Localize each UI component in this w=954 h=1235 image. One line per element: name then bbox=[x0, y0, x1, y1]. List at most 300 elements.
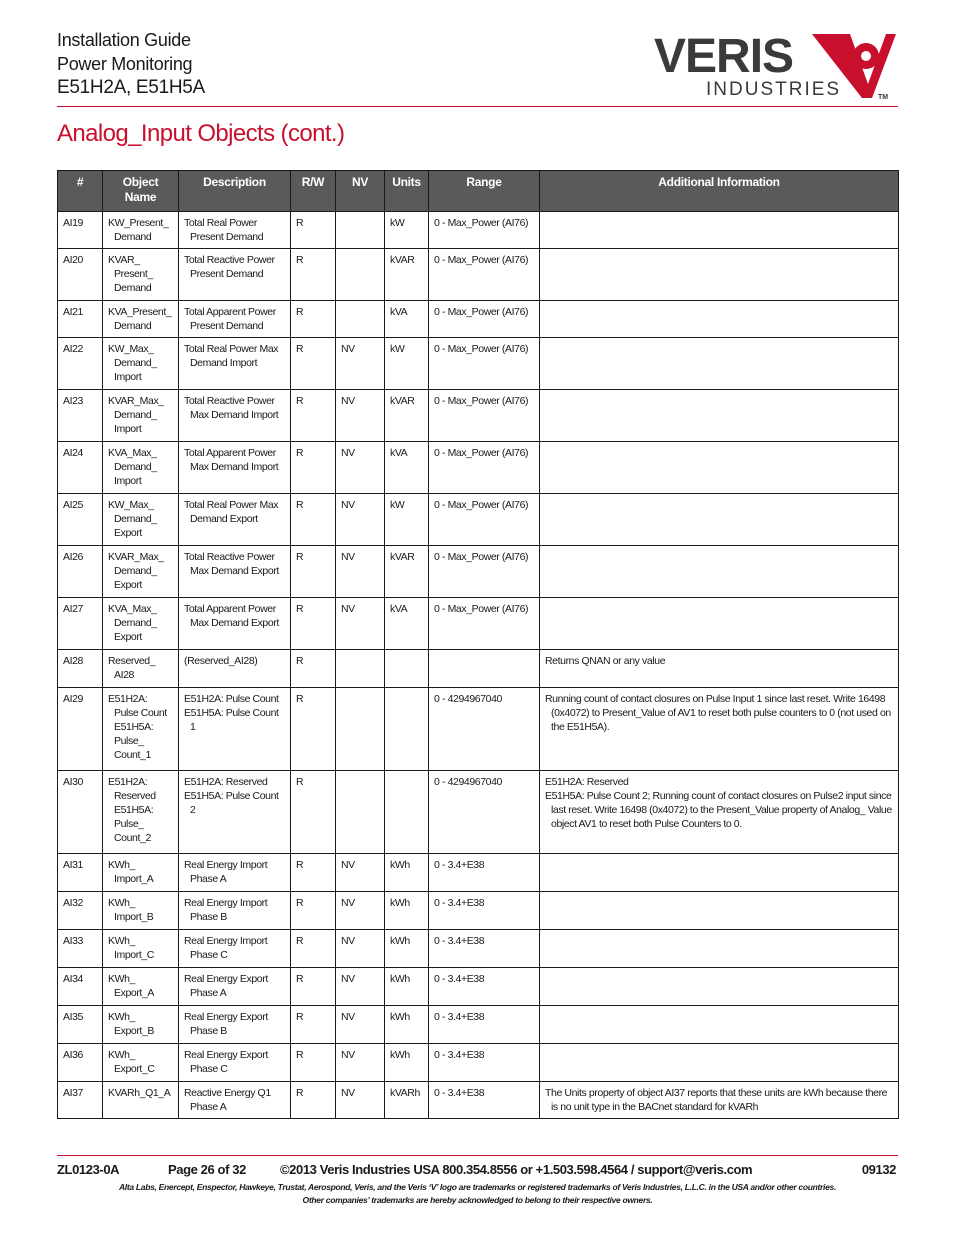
cell-number bbox=[58, 442, 103, 494]
table-header-row bbox=[58, 171, 899, 212]
cell-range-text: 0 - 3.4+E38 bbox=[434, 859, 485, 871]
cell-number bbox=[58, 598, 103, 650]
cell-rw bbox=[291, 546, 336, 598]
cell-number-text: AI31 bbox=[63, 859, 83, 871]
cell-number bbox=[58, 650, 103, 688]
cell-description-line: Total Real Power Max Demand Import bbox=[184, 343, 279, 369]
cell-nv-text: NV bbox=[341, 897, 355, 909]
cell-rw-text: R bbox=[296, 897, 304, 909]
cell-units bbox=[385, 771, 429, 854]
cell-nv-text: NV bbox=[341, 935, 355, 947]
cell-rw bbox=[291, 771, 336, 854]
cell-range bbox=[429, 390, 540, 442]
cell-number-text: AI37 bbox=[63, 1087, 83, 1099]
cell-range bbox=[429, 930, 540, 968]
cell-number-text: AI25 bbox=[63, 499, 83, 511]
cell-object-name-text: KVAR_Max_ Demand_ Import bbox=[108, 395, 164, 435]
cell-nv-text: NV bbox=[341, 603, 355, 615]
cell-units-text: kVAR bbox=[390, 395, 415, 407]
cell-description bbox=[179, 1082, 291, 1119]
cell-nv-text: NV bbox=[341, 343, 355, 355]
cell-rw bbox=[291, 442, 336, 494]
cell-rw-text: R bbox=[296, 306, 304, 318]
cell-nv bbox=[336, 1044, 385, 1082]
cell-object-name-text: KVA_Max_ Demand_ Export bbox=[108, 603, 157, 643]
cell-units bbox=[385, 1006, 429, 1044]
cell-units bbox=[385, 598, 429, 650]
cell-nv-text: NV bbox=[341, 447, 355, 459]
cell-number bbox=[58, 338, 103, 390]
cell-rw bbox=[291, 494, 336, 546]
cell-rw-text: R bbox=[296, 859, 304, 871]
cell-units-text: kVAR bbox=[390, 254, 415, 266]
cell-object-name bbox=[103, 598, 179, 650]
cell-description-line: Total Apparent Power Present Demand bbox=[184, 306, 276, 332]
cell-additional-info bbox=[540, 598, 899, 650]
cell-number-text: AI28 bbox=[63, 655, 83, 667]
cell-rw bbox=[291, 1044, 336, 1082]
cell-additional-info bbox=[540, 390, 899, 442]
cell-rw-text: R bbox=[296, 447, 304, 459]
cell-range-text: 0 - Max_Power (AI76) bbox=[434, 551, 529, 563]
veris-logo bbox=[650, 26, 898, 102]
cell-nv-text: NV bbox=[341, 1087, 355, 1099]
footer-divider bbox=[57, 1155, 898, 1156]
cell-number-text: AI33 bbox=[63, 935, 83, 947]
column-header-range: Range bbox=[429, 171, 540, 212]
cell-additional-info bbox=[540, 494, 899, 546]
cell-additional-info bbox=[540, 1082, 899, 1119]
page-number: Page 26 of 32 bbox=[168, 1162, 246, 1177]
cell-description-line: Total Reactive Power Max Demand Import bbox=[184, 395, 279, 421]
cell-description bbox=[179, 390, 291, 442]
cell-object-name-text: KVARh_Q1_A bbox=[108, 1087, 171, 1099]
cell-description-line: E51H5A: Pulse Count 1 bbox=[184, 707, 279, 733]
cell-object-name bbox=[103, 968, 179, 1006]
cell-range bbox=[429, 854, 540, 892]
cell-number bbox=[58, 1006, 103, 1044]
table-row bbox=[58, 442, 899, 494]
cell-additional-info bbox=[540, 930, 899, 968]
cell-units-text: kVAR bbox=[390, 551, 415, 563]
cell-rw-text: R bbox=[296, 395, 304, 407]
guide-title: Installation Guide bbox=[57, 30, 191, 50]
cell-object-name bbox=[103, 854, 179, 892]
cell-number-text: AI20 bbox=[63, 254, 83, 266]
cell-additional-info bbox=[540, 338, 899, 390]
copyright-contact: ©2013 Veris Industries USA 800.354.8556 or +1.503.598.4564 / support@veris.com bbox=[280, 1162, 753, 1177]
cell-rw-text: R bbox=[296, 551, 304, 563]
cell-object-name-text: KWh_ Import_C bbox=[108, 935, 154, 961]
cell-units bbox=[385, 390, 429, 442]
cell-nv bbox=[336, 688, 385, 771]
cell-description bbox=[179, 968, 291, 1006]
cell-nv bbox=[336, 968, 385, 1006]
cell-description bbox=[179, 650, 291, 688]
cell-description bbox=[179, 494, 291, 546]
cell-nv bbox=[336, 1082, 385, 1119]
cell-nv-text: NV bbox=[341, 1049, 355, 1061]
cell-range-text: 0 - 3.4+E38 bbox=[434, 1049, 485, 1061]
table-row bbox=[58, 1006, 899, 1044]
cell-rw-text: R bbox=[296, 603, 304, 615]
cell-units-text: kVARh bbox=[390, 1087, 420, 1099]
column-header-additional-info: Additional Information bbox=[540, 171, 899, 212]
cell-rw-text: R bbox=[296, 776, 304, 788]
cell-number bbox=[58, 301, 103, 338]
cell-range bbox=[429, 301, 540, 338]
cell-number bbox=[58, 212, 103, 249]
cell-number-text: AI30 bbox=[63, 776, 83, 788]
cell-range bbox=[429, 249, 540, 301]
cell-units-text: kVA bbox=[390, 306, 408, 318]
cell-additional-info-line: E51H2A: Reserved bbox=[545, 776, 629, 788]
cell-number bbox=[58, 854, 103, 892]
analog-input-objects-table bbox=[57, 170, 899, 1119]
table-row bbox=[58, 771, 899, 854]
cell-rw-text: R bbox=[296, 343, 304, 355]
cell-description bbox=[179, 930, 291, 968]
cell-nv-text: NV bbox=[341, 551, 355, 563]
cell-additional-info-line: The Units property of object AI37 reports that these units are kWh because there is no unit type in the BACnet standard for kVARh bbox=[545, 1087, 888, 1113]
cell-object-name-text: KVAR_Max_ Demand_ Export bbox=[108, 551, 164, 591]
cell-description-line: Total Apparent Power Max Demand Import bbox=[184, 447, 279, 473]
cell-object-name bbox=[103, 1044, 179, 1082]
cell-description bbox=[179, 1044, 291, 1082]
cell-nv bbox=[336, 301, 385, 338]
cell-additional-info bbox=[540, 771, 899, 854]
cell-number-text: AI22 bbox=[63, 343, 83, 355]
cell-units bbox=[385, 546, 429, 598]
cell-rw-text: R bbox=[296, 973, 304, 985]
footer bbox=[57, 1162, 896, 1182]
table-row bbox=[58, 688, 899, 771]
cell-additional-info bbox=[540, 212, 899, 249]
cell-rw-text: R bbox=[296, 693, 304, 705]
cell-description-line: Real Energy Export Phase C bbox=[184, 1049, 268, 1075]
cell-units-text: kWh bbox=[390, 973, 410, 985]
cell-additional-info bbox=[540, 688, 899, 771]
cell-additional-info bbox=[540, 442, 899, 494]
cell-number-text: AI36 bbox=[63, 1049, 83, 1061]
cell-description-line: Total Real Power Present Demand bbox=[184, 217, 264, 243]
cell-rw-text: R bbox=[296, 1049, 304, 1061]
product-category: Power Monitoring bbox=[57, 54, 193, 74]
cell-object-name-text: KW_Max_ Demand_ Import bbox=[108, 343, 157, 383]
logo-wordmark: VERIS bbox=[654, 30, 794, 83]
cell-range-text: 0 - 4294967040 bbox=[434, 693, 502, 705]
cell-units bbox=[385, 930, 429, 968]
cell-object-name bbox=[103, 1082, 179, 1119]
cell-nv bbox=[336, 390, 385, 442]
cell-object-name-text: KWh_ Import_B bbox=[108, 897, 154, 923]
cell-rw-text: R bbox=[296, 499, 304, 511]
cell-number bbox=[58, 546, 103, 598]
cell-description bbox=[179, 771, 291, 854]
cell-object-name-text: KWh_ Export_A bbox=[108, 973, 154, 999]
cell-range bbox=[429, 598, 540, 650]
cell-range-text: 0 - Max_Power (AI76) bbox=[434, 217, 529, 229]
cell-nv bbox=[336, 650, 385, 688]
cell-units bbox=[385, 650, 429, 688]
cell-units bbox=[385, 1044, 429, 1082]
cell-units-text: kW bbox=[390, 343, 405, 355]
cell-object-name bbox=[103, 892, 179, 930]
cell-description-line: Real Energy Export Phase B bbox=[184, 1011, 268, 1037]
cell-object-name bbox=[103, 249, 179, 301]
table-row bbox=[58, 494, 899, 546]
cell-additional-info-line: Running count of contact closures on Pulse Input 1 since last reset. Write 16498 (0x4072) to Present_Value of AV1 to reset both pulse counters to 0 (not used on the E51H5A). bbox=[545, 693, 891, 733]
cell-object-name-text: KVA_Max_ Demand_ Import bbox=[108, 447, 157, 487]
cell-number-text: AI26 bbox=[63, 551, 83, 563]
table-row bbox=[58, 390, 899, 442]
cell-number bbox=[58, 249, 103, 301]
cell-additional-info bbox=[540, 249, 899, 301]
cell-range bbox=[429, 968, 540, 1006]
column-header-units: Units bbox=[385, 171, 429, 212]
table-row bbox=[58, 1044, 899, 1082]
table-row bbox=[58, 1082, 899, 1119]
cell-units bbox=[385, 249, 429, 301]
cell-nv bbox=[336, 249, 385, 301]
cell-number-text: AI21 bbox=[63, 306, 83, 318]
cell-nv bbox=[336, 930, 385, 968]
cell-rw bbox=[291, 390, 336, 442]
cell-range bbox=[429, 442, 540, 494]
cell-description bbox=[179, 212, 291, 249]
cell-object-name bbox=[103, 494, 179, 546]
cell-additional-info bbox=[540, 546, 899, 598]
table-row bbox=[58, 338, 899, 390]
cell-rw bbox=[291, 892, 336, 930]
cell-units-text: kWh bbox=[390, 1049, 410, 1061]
column-header-description: Description bbox=[179, 171, 291, 212]
cell-rw bbox=[291, 1082, 336, 1119]
cell-range-text: 0 - 4294967040 bbox=[434, 776, 502, 788]
cell-additional-info bbox=[540, 650, 899, 688]
cell-range-text: 0 - 3.4+E38 bbox=[434, 897, 485, 909]
cell-number-text: AI34 bbox=[63, 973, 83, 985]
cell-rw bbox=[291, 598, 336, 650]
cell-additional-info-line: E51H5A: Pulse Count 2; Running count of contact closures on Pulse2 input since last reset. Write 16498 (0x4072) to the Present_Value property of Analog_ Value object AV1 to reset both Pulse Counters to 0. bbox=[545, 790, 892, 830]
cell-rw-text: R bbox=[296, 217, 304, 229]
cell-object-name-text: KW_Present_ Demand bbox=[108, 217, 169, 243]
cell-description-line: Real Energy Export Phase A bbox=[184, 973, 268, 999]
table-row bbox=[58, 892, 899, 930]
cell-range bbox=[429, 212, 540, 249]
cell-range bbox=[429, 338, 540, 390]
cell-range-text: 0 - 3.4+E38 bbox=[434, 1087, 485, 1099]
column-header-object-name: Object Name bbox=[103, 171, 179, 212]
cell-range bbox=[429, 771, 540, 854]
cell-number-text: AI29 bbox=[63, 693, 83, 705]
cell-nv-text: NV bbox=[341, 395, 355, 407]
logo-trademark: TM bbox=[878, 94, 889, 101]
cell-range bbox=[429, 1082, 540, 1119]
cell-nv bbox=[336, 212, 385, 249]
cell-rw-text: R bbox=[296, 1011, 304, 1023]
cell-range bbox=[429, 1006, 540, 1044]
cell-nv bbox=[336, 854, 385, 892]
cell-additional-info bbox=[540, 1006, 899, 1044]
cell-range-text: 0 - Max_Power (AI76) bbox=[434, 499, 529, 511]
cell-additional-info bbox=[540, 1044, 899, 1082]
logo-subtext: INDUSTRIES bbox=[706, 79, 842, 100]
cell-object-name bbox=[103, 442, 179, 494]
cell-units bbox=[385, 1082, 429, 1119]
cell-rw-text: R bbox=[296, 1087, 304, 1099]
cell-description-line: Total Reactive Power Max Demand Export bbox=[184, 551, 279, 577]
model-numbers: E51H2A, E51H5A bbox=[57, 77, 205, 98]
cell-units bbox=[385, 854, 429, 892]
table-body bbox=[58, 212, 899, 1119]
cell-nv bbox=[336, 442, 385, 494]
cell-units-text: kVA bbox=[390, 447, 408, 459]
cell-range bbox=[429, 494, 540, 546]
cell-nv-text: NV bbox=[341, 499, 355, 511]
cell-object-name-text: KWh_ Export_B bbox=[108, 1011, 154, 1037]
cell-range-text: 0 - 3.4+E38 bbox=[434, 935, 485, 947]
cell-description-line: Real Energy Import Phase B bbox=[184, 897, 268, 923]
cell-units bbox=[385, 968, 429, 1006]
cell-object-name bbox=[103, 650, 179, 688]
cell-description bbox=[179, 854, 291, 892]
cell-units bbox=[385, 301, 429, 338]
cell-description-line: Real Energy Import Phase C bbox=[184, 935, 268, 961]
cell-description-line: Real Energy Import Phase A bbox=[184, 859, 268, 885]
cell-rw-text: R bbox=[296, 935, 304, 947]
cell-additional-info-line: Returns QNAN or any value bbox=[545, 655, 666, 667]
cell-description-line: Total Real Power Max Demand Export bbox=[184, 499, 279, 525]
cell-object-name bbox=[103, 1006, 179, 1044]
cell-description bbox=[179, 892, 291, 930]
cell-nv bbox=[336, 1006, 385, 1044]
cell-range-text: 0 - Max_Power (AI76) bbox=[434, 306, 529, 318]
column-header-number: # bbox=[58, 171, 103, 212]
cell-rw bbox=[291, 688, 336, 771]
cell-description-line: E51H2A: Pulse Count bbox=[184, 693, 279, 705]
cell-range bbox=[429, 650, 540, 688]
cell-units-text: kWh bbox=[390, 859, 410, 871]
cell-object-name-text: E51H2A: Reserved E51H5A: Pulse_ Count_2 bbox=[108, 776, 156, 844]
cell-object-name-text: E51H2A: Pulse Count E51H5A: Pulse_ Count_1 bbox=[108, 693, 167, 761]
cell-object-name bbox=[103, 338, 179, 390]
cell-units-text: kW bbox=[390, 499, 405, 511]
cell-nv-text: NV bbox=[341, 973, 355, 985]
cell-object-name bbox=[103, 546, 179, 598]
cell-description bbox=[179, 301, 291, 338]
cell-additional-info bbox=[540, 968, 899, 1006]
cell-number-text: AI35 bbox=[63, 1011, 83, 1023]
cell-additional-info bbox=[540, 854, 899, 892]
cell-number-text: AI19 bbox=[63, 217, 83, 229]
column-header-nv: NV bbox=[336, 171, 385, 212]
cell-rw-text: R bbox=[296, 254, 304, 266]
table-row bbox=[58, 301, 899, 338]
cell-description-line: E51H5A: Pulse Count 2 bbox=[184, 790, 279, 816]
table-row bbox=[58, 212, 899, 249]
cell-object-name-text: KWh_ Export_C bbox=[108, 1049, 155, 1075]
document-header bbox=[57, 28, 205, 100]
cell-range-text: 0 - Max_Power (AI76) bbox=[434, 254, 529, 266]
cell-description bbox=[179, 442, 291, 494]
cell-nv-text: NV bbox=[341, 859, 355, 871]
cell-number bbox=[58, 930, 103, 968]
cell-description bbox=[179, 598, 291, 650]
cell-object-name bbox=[103, 301, 179, 338]
cell-object-name bbox=[103, 930, 179, 968]
date-code: 09132 bbox=[861, 1162, 896, 1177]
cell-range bbox=[429, 1044, 540, 1082]
v-mark-dot-center-icon bbox=[861, 51, 871, 61]
document-id: ZL0123-0A bbox=[57, 1162, 120, 1177]
cell-object-name-text: KVAR_ Present_ Demand bbox=[108, 254, 153, 294]
cell-number bbox=[58, 1044, 103, 1082]
cell-number bbox=[58, 968, 103, 1006]
cell-units bbox=[385, 442, 429, 494]
cell-nv bbox=[336, 546, 385, 598]
cell-rw bbox=[291, 854, 336, 892]
cell-number bbox=[58, 1082, 103, 1119]
table-row bbox=[58, 249, 899, 301]
table-row bbox=[58, 650, 899, 688]
cell-range bbox=[429, 688, 540, 771]
section-title: Analog_Input Objects (cont.) bbox=[57, 120, 345, 147]
cell-range-text: 0 - 3.4+E38 bbox=[434, 973, 485, 985]
cell-description-line: E51H2A: Reserved bbox=[184, 776, 268, 788]
cell-number bbox=[58, 688, 103, 771]
cell-rw bbox=[291, 1006, 336, 1044]
cell-range-text: 0 - Max_Power (AI76) bbox=[434, 395, 529, 407]
cell-description bbox=[179, 249, 291, 301]
cell-nv-text: NV bbox=[341, 1011, 355, 1023]
cell-object-name bbox=[103, 771, 179, 854]
cell-range-text: 0 - 3.4+E38 bbox=[434, 1011, 485, 1023]
cell-units bbox=[385, 212, 429, 249]
header-divider bbox=[57, 106, 898, 107]
cell-description-line: Reactive Energy Q1 Phase A bbox=[184, 1087, 271, 1113]
cell-nv bbox=[336, 771, 385, 854]
table-row bbox=[58, 968, 899, 1006]
cell-object-name-text: KW_Max_ Demand_ Export bbox=[108, 499, 157, 539]
cell-object-name-text: KVA_Present_ Demand bbox=[108, 306, 172, 332]
cell-additional-info bbox=[540, 892, 899, 930]
cell-object-name bbox=[103, 688, 179, 771]
cell-range bbox=[429, 892, 540, 930]
table-row bbox=[58, 854, 899, 892]
cell-rw bbox=[291, 212, 336, 249]
cell-rw bbox=[291, 301, 336, 338]
cell-range-text: 0 - Max_Power (AI76) bbox=[434, 603, 529, 615]
cell-number-text: AI24 bbox=[63, 447, 83, 459]
cell-units-text: kVA bbox=[390, 603, 408, 615]
cell-number bbox=[58, 771, 103, 854]
cell-description-line: (Reserved_AI28) bbox=[184, 655, 258, 667]
cell-object-name-text: KWh_ Import_A bbox=[108, 859, 154, 885]
cell-nv bbox=[336, 598, 385, 650]
cell-number bbox=[58, 390, 103, 442]
cell-range-text: 0 - Max_Power (AI76) bbox=[434, 447, 529, 459]
cell-nv bbox=[336, 892, 385, 930]
cell-number-text: AI32 bbox=[63, 897, 83, 909]
cell-additional-info bbox=[540, 301, 899, 338]
cell-rw bbox=[291, 930, 336, 968]
table-row bbox=[58, 546, 899, 598]
cell-rw bbox=[291, 338, 336, 390]
cell-rw-text: R bbox=[296, 655, 304, 667]
cell-description bbox=[179, 1006, 291, 1044]
cell-rw bbox=[291, 650, 336, 688]
